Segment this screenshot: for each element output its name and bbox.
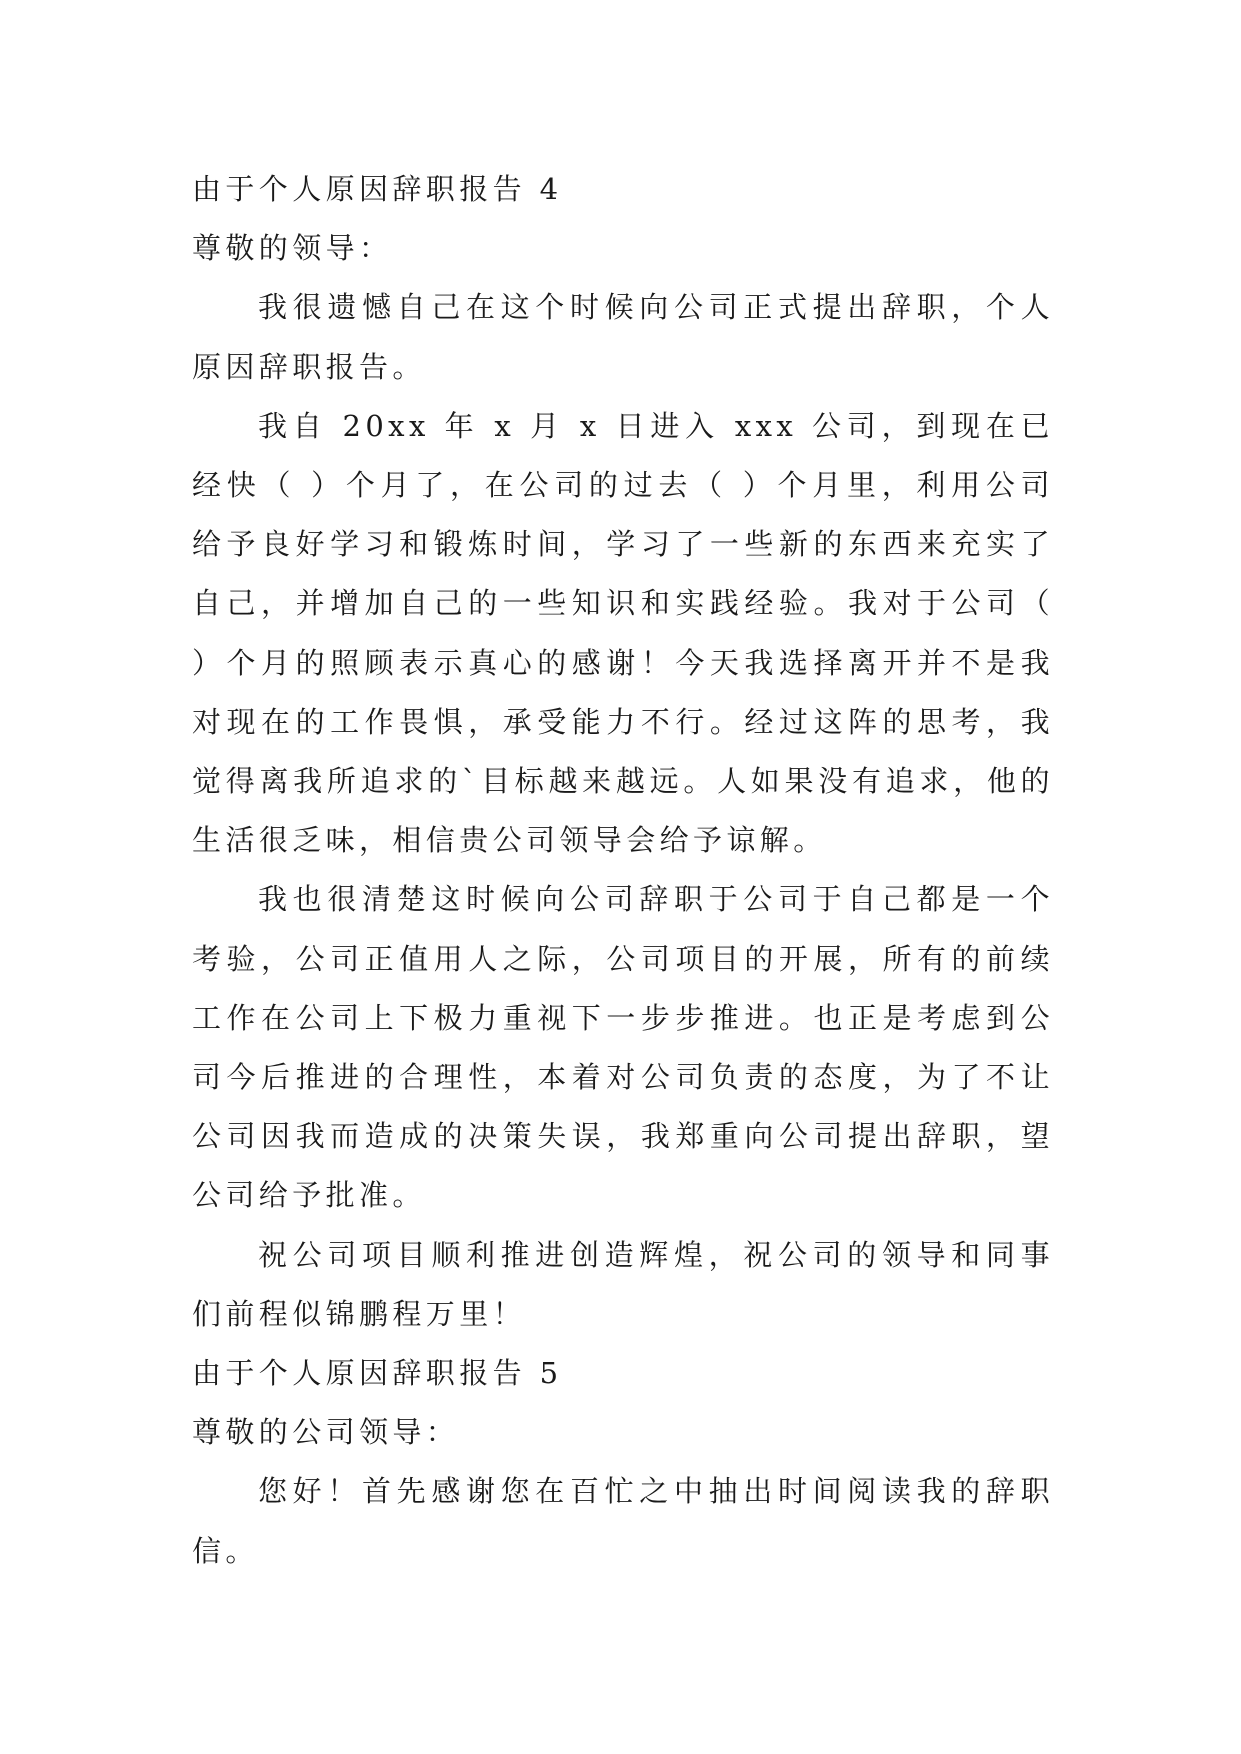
- body-paragraph: 我很遗憾自己在这个时候向公司正式提出辞职，个人原因辞职报告。: [192, 290, 1054, 384]
- section-title: 由于个人原因辞职报告 5: [192, 1356, 563, 1391]
- section-title: 由于个人原因辞职报告 4: [192, 172, 563, 206]
- salutation: 尊敬的领导：: [192, 231, 393, 266]
- salutation: 尊敬的公司领导：: [192, 1415, 460, 1450]
- body-paragraph: 我自 20xx 年 x 月 x 日进入 xxx 公司，到现在已经快（ ）个月了，在公司的过去（ ）个月里，利用公司给予良好学习和锻炼时间，学习了一些新的东西来充实了自己，并增加自己的一些知识和实践经验。我对于公司（ ）个月的照顾表示真心的感谢！今天我选择离开并不是我对现在的工作畏惧，承受能力不行。经过这阵的思考，我觉得离我所追求的`目标越来越远。人如果没有追求，他的生活很乏味，相信贵公司领导会给予谅解。: [192, 408, 1054, 858]
- body-paragraph: 我也很清楚这时候向公司辞职于公司于自己都是一个考验，公司正值用人之际，公司项目的开展，所有的前续工作在公司上下极力重视下一步步推进。也正是考虑到公司今后推进的合理性，本着对公司负责的态度，为了不让公司因我而造成的决策失误，我郑重向公司提出辞职，望公司给予批准。: [192, 882, 1054, 1213]
- body-paragraph: 祝公司项目顺利推进创造辉煌，祝公司的领导和同事们前程似锦鹏程万里！: [192, 1237, 1054, 1331]
- document-body: [192, 160, 1054, 1581]
- body-paragraph: 您好！首先感谢您在百忙之中抽出时间阅读我的辞职信。: [192, 1474, 1054, 1568]
